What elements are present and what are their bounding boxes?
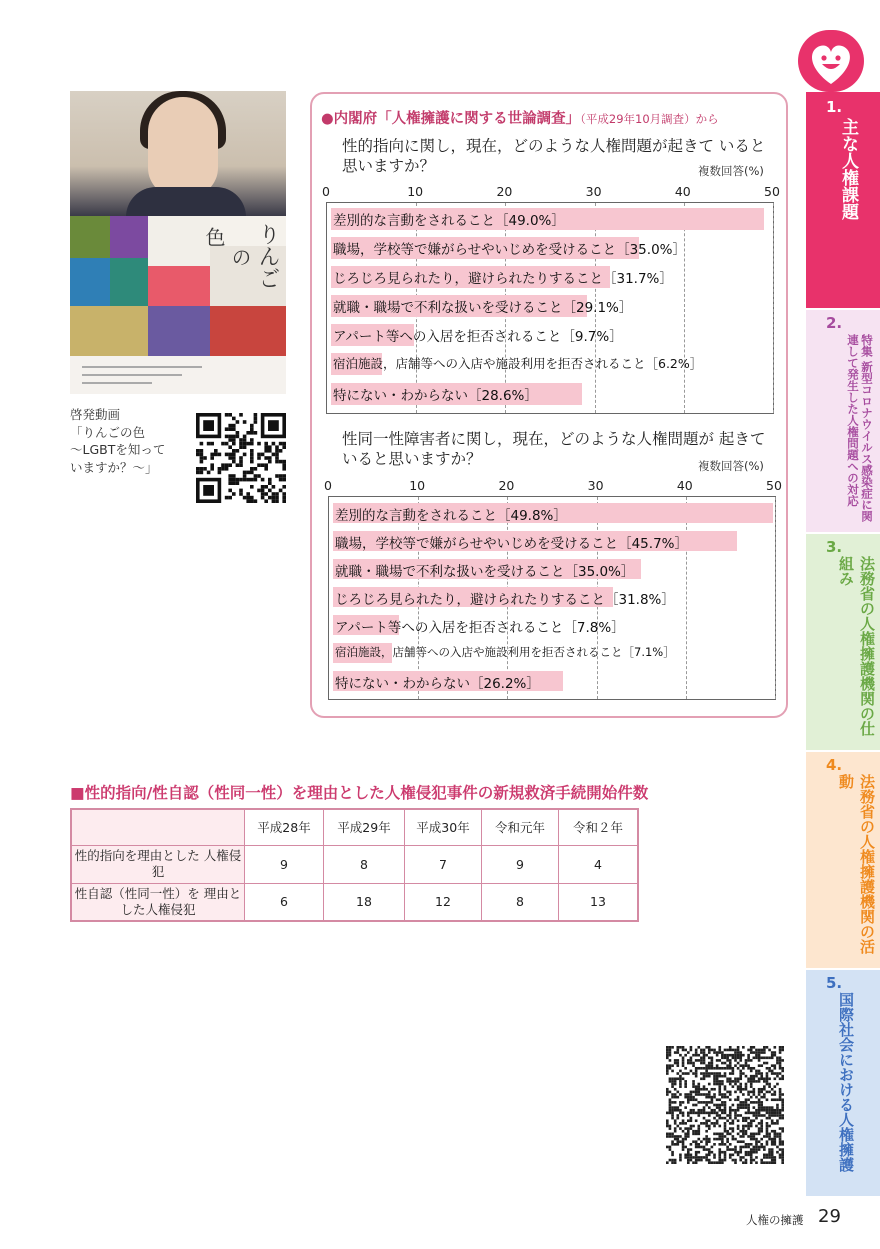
- poster-footer: [70, 356, 286, 394]
- bar-label: 特にない・わからない［26.2%］: [335, 676, 540, 692]
- table-row: [71, 845, 638, 883]
- poster-title-ringo: りんご: [255, 223, 280, 289]
- table-title: ■性的指向/性自認（性同一性）を理由とした人権侵犯事件の新規救済手続開始件数: [70, 784, 649, 802]
- bar-label: 差別的な言動をされること［49.0%］: [333, 213, 565, 229]
- column-header: 令和元年: [482, 809, 559, 845]
- column-header: 平成28年: [245, 809, 324, 845]
- x-tick-label: 30: [585, 184, 602, 199]
- table-cell: 9: [245, 845, 324, 883]
- x-tick-label: 0: [322, 184, 330, 199]
- column-header: 平成29年: [324, 809, 405, 845]
- tab-5-international[interactable]: 5. 国際社会における人権擁護: [806, 970, 880, 1196]
- case-count-table: [70, 808, 639, 922]
- x-tick-label: 40: [674, 184, 691, 199]
- bar-label: 宿泊施設，店舗等への入店や施設利用を拒否されること［6.2%］: [333, 356, 703, 371]
- poster-title-iro: 色: [202, 227, 226, 247]
- bar-label: 差別的な言動をされること［49.8%］: [335, 508, 567, 524]
- chart-2-plot: [328, 496, 776, 700]
- chart-1-plot: [326, 202, 774, 414]
- x-tick-label: 10: [409, 478, 426, 493]
- bar-label: じろじろ見られたり，避けられたりすること［31.7%］: [333, 271, 673, 287]
- multiple-answer-note-2: 複数回答(%): [698, 459, 764, 473]
- tab-1-main-human-rights-issues[interactable]: 1. 主な人権課題: [806, 92, 880, 308]
- table-cell: 8: [482, 883, 559, 921]
- bar-label: 職場，学校等で嫌がらせやいじめを受けること［45.7%］: [335, 536, 688, 552]
- table-cell: 8: [324, 845, 405, 883]
- x-tick-label: 20: [496, 184, 513, 199]
- tab-3-structure[interactable]: 3. 法務省の人権擁護機関の仕組み: [806, 534, 880, 750]
- video-caption: 啓発動画 「りんごの色 ～LGBTを知って いますか？～」: [70, 407, 166, 475]
- survey-source: ●内閣府「人権擁護に関する世論調査」（平成29年10月調査）から: [321, 111, 719, 127]
- gridline: [775, 497, 776, 699]
- column-header: 令和２年: [559, 809, 639, 845]
- page-number: 29: [818, 1206, 841, 1227]
- bar-label: アパート等への入居を拒否されること［9.7%］: [333, 329, 623, 345]
- table-corner: [71, 809, 245, 845]
- x-tick-label: 30: [587, 478, 604, 493]
- x-tick-label: 50: [764, 184, 780, 199]
- question-1: 性的指向に関し，現在，どのような人権問題が起きて いると思いますか？: [342, 137, 766, 175]
- table-cell: 12: [405, 883, 482, 921]
- tab-2-special-feature-covid[interactable]: 2. 特集 新型コロナウイルス感染症に関連して発生した人権問題への対応: [806, 310, 880, 532]
- bar-label: アパート等への入居を拒否されること［7.8%］: [335, 620, 625, 636]
- question-2: 性同一性障害者に関し，現在，どのような人権問題が 起きていると思いますか？: [342, 430, 766, 468]
- bar-label: 職場，学校等で嫌がらせやいじめを受けること［35.0%］: [333, 242, 686, 258]
- bar-label: 就職・職場で不利な扱いを受けること［29.1%］: [333, 300, 633, 316]
- page-qr-code[interactable]: [666, 1046, 784, 1164]
- table-cell: 18: [324, 883, 405, 921]
- bar-label: 特にない・わからない［28.6%］: [333, 388, 538, 404]
- x-tick-label: 20: [498, 478, 515, 493]
- table-cell: 9: [482, 845, 559, 883]
- table-cell: 7: [405, 845, 482, 883]
- multiple-answer-note-1: 複数回答(%): [698, 164, 764, 178]
- bar-label: 就職・職場で不利な扱いを受けること［35.0%］: [335, 564, 635, 580]
- footer-title: 人権の擁護: [746, 1213, 804, 1227]
- x-tick-label: 50: [766, 478, 782, 493]
- gridline: [686, 497, 687, 699]
- video-qr-code[interactable]: [196, 413, 286, 503]
- bar-label: じろじろ見られたり，避けられたりすること［31.8%］: [335, 592, 675, 608]
- x-tick-label: 0: [324, 478, 332, 493]
- bar-label: 宿泊施設，店舗等への入店や施設利用を拒否されること［7.1%］: [335, 645, 675, 659]
- video-poster: [70, 91, 286, 394]
- gridline: [773, 203, 774, 413]
- x-tick-label: 10: [407, 184, 424, 199]
- table-cell: 13: [559, 883, 639, 921]
- x-tick-label: 40: [676, 478, 693, 493]
- table-row: [71, 883, 638, 921]
- table-cell: 6: [245, 883, 324, 921]
- gridline: [684, 203, 685, 413]
- poster-title-no: の: [228, 247, 252, 267]
- row-header: 性自認（性同一性）を 理由とした人権侵犯: [71, 883, 245, 921]
- heart-mascot-icon: [798, 30, 864, 92]
- tab-4-activities[interactable]: 4. 法務省の人権擁護機関の活動: [806, 752, 880, 968]
- row-header: 性的指向を理由とした 人権侵犯: [71, 845, 245, 883]
- column-header: 平成30年: [405, 809, 482, 845]
- table-cell: 4: [559, 845, 639, 883]
